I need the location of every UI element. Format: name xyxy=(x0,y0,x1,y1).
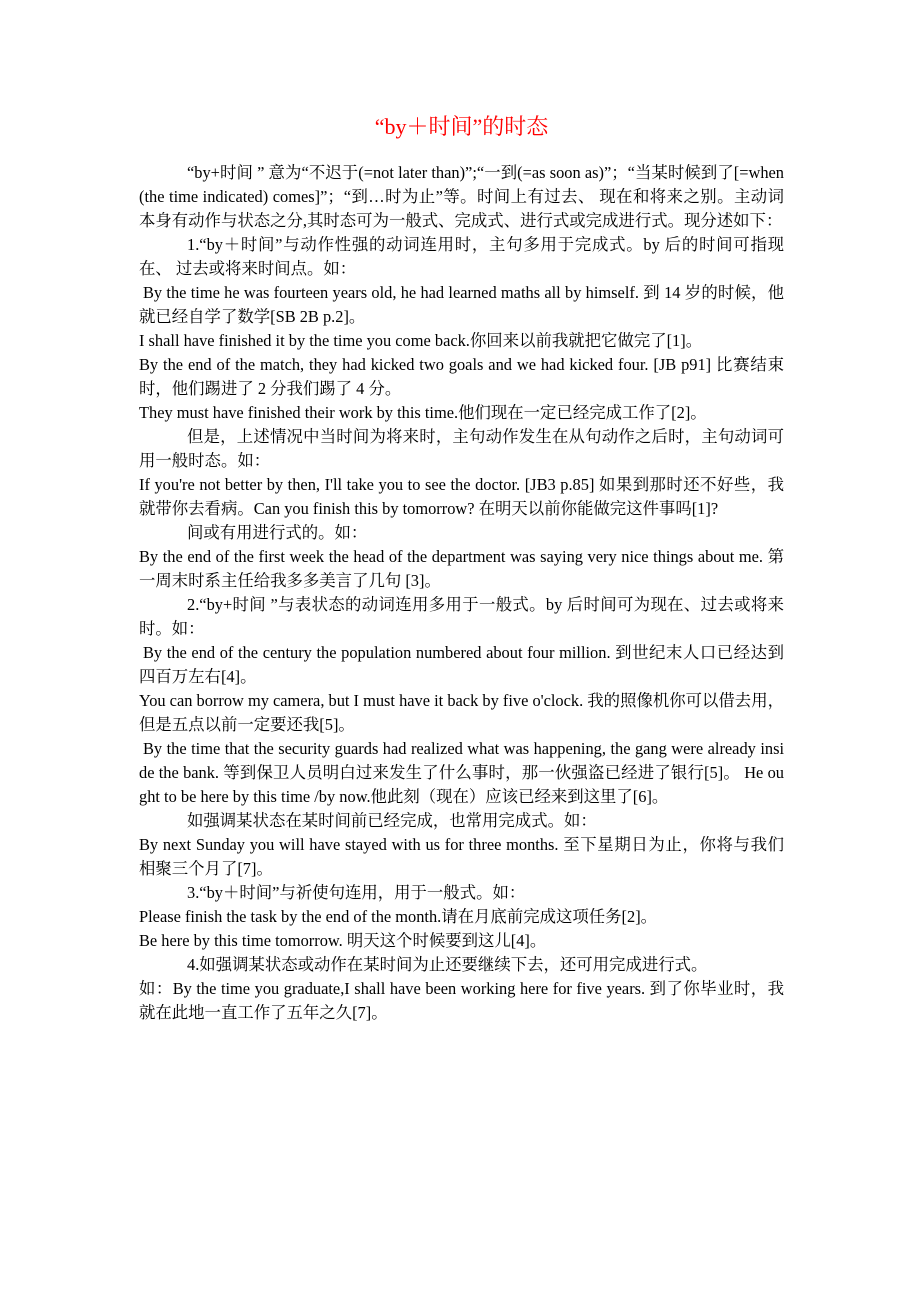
section-3-heading: 3.“by＋时间”与祈使句连用，用于一般式。如： xyxy=(187,883,526,902)
example-paragraph: They must have finished their work by this time.他们现在一定已经完成工作了[2]。 xyxy=(139,403,707,422)
example-paragraph: By next Sunday you will have stayed with us for three months. 至下星期日为止，你将与我们相聚三个月了[7]。 xyxy=(139,835,784,878)
example-paragraph: Please finish the task by the end of the month.请在月底前完成这项任务[2]。 xyxy=(139,907,658,926)
example-paragraph: I shall have finished it by the time you come back.你回来以前我就把它做完了[1]。 xyxy=(139,331,703,350)
example-paragraph: By the end of the first week the head of the department was saying very nice things about me. 第一周末时系主任给我多多美言了几句 [3]。 xyxy=(139,547,784,590)
example-paragraph: If you're not better by then, I'll take you to see the doctor. [JB3 p.85] 如果到那时还不好些，我就带你去看病。Can you finish this by tomorrow? 在明天以前你能做完这件事吗[1]? xyxy=(139,475,784,518)
section-4-heading: 4.如强调某状态或动作在某时间为止还要继续下去，还可用完成进行式。 xyxy=(187,955,708,974)
document-title: “by＋时间”的时态 xyxy=(374,114,549,139)
document-page xyxy=(139,112,784,1025)
example-paragraph: By the end of the match, they had kicked two goals and we had kicked four. [JB p91] 比赛结束时，他们踢进了 2 分我们踢了 4 分。 xyxy=(139,355,784,398)
intro-paragraph: “by+时间 ” 意为“不迟于(=not later than)”;“一到(=as soon as)”；“当某时候到了[=when (the time indicated) comes]”；“到…时为止”等。时间上有过去、 现在和将来之别。主动词本身有动作与状态之分,其时态可为一般式、完成式、进行式或完成进行式。现分述如下： xyxy=(139,163,784,230)
note-paragraph: 如强调某状态在某时间前已经完成，也常用完成式。如： xyxy=(187,811,597,830)
section-2-heading: 2.“by+时间 ”与表状态的动词连用多用于一般式。by 后时间可为现在、过去或将来时。如： xyxy=(139,595,784,638)
example-paragraph: By the time he was fourteen years old, he had learned maths all by himself. 到 14 岁的时候，他就已经自学了数学[SB 2B p.2]。 xyxy=(139,283,784,326)
example-paragraph: You can borrow my camera, but I must have it back by five o'clock. 我的照像机你可以借去用，但是五点以前一定要还我[5]。 xyxy=(139,691,784,734)
note-paragraph: 但是，上述情况中当时间为将来时，主句动作发生在从句动作之后时，主句动词可用一般时态。如： xyxy=(139,427,784,470)
note-paragraph: 间或有用进行式的。如： xyxy=(187,523,368,542)
example-paragraph: By the time that the security guards had realized what was happening, the gang were already inside the bank. 等到保卫人员明白过来发生了什么事时，那一伙强盗已经进了银行[5]。 He ought to be here by this time /by now.他此刻（现在）应该已经来到这里了[6]。 xyxy=(139,739,784,806)
example-paragraph: 如：By the time you graduate,I shall have been working here for five years. 到了你毕业时，我就在此地一直工作了五年之久[7]。 xyxy=(139,979,784,1022)
section-1-heading: 1.“by＋时间”与动作性强的动词连用时，主句多用于完成式。by 后的时间可指现在、 过去或将来时间点。如： xyxy=(139,235,784,278)
example-paragraph: By the end of the century the population numbered about four million. 到世纪末人口已经达到四百万左右[4]。 xyxy=(139,643,784,686)
example-paragraph: Be here by this time tomorrow. 明天这个时候要到这儿[4]。 xyxy=(139,931,547,950)
